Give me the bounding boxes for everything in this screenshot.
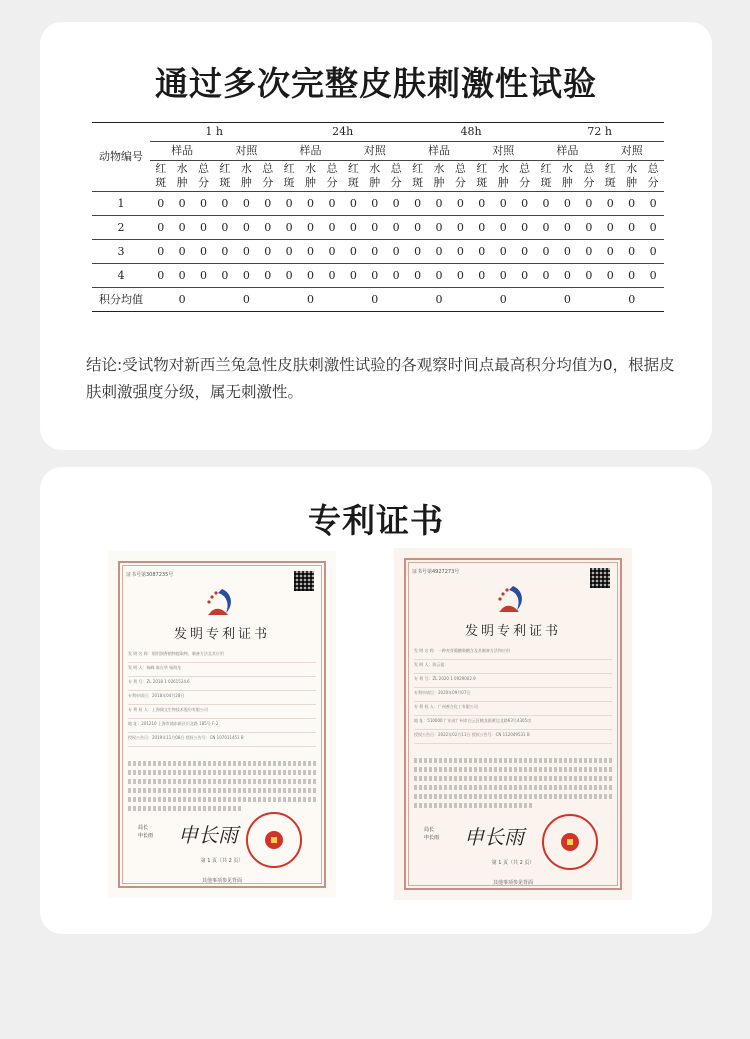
- score-cell: 0: [300, 192, 321, 216]
- sub-header: [493, 161, 514, 192]
- score-cell: 0: [321, 216, 342, 240]
- skin-irritation-card: [40, 22, 712, 450]
- score-cell: 0: [642, 192, 664, 216]
- sub-header-char: 水: [369, 162, 381, 175]
- sub-header-char: 总: [326, 162, 338, 175]
- average-value: 0: [278, 288, 342, 312]
- score-cell: 0: [364, 240, 385, 264]
- sub-header-char: 总: [390, 162, 402, 175]
- sub-header: [428, 161, 449, 192]
- score-cell: 0: [236, 264, 257, 288]
- score-cell: 0: [278, 264, 299, 288]
- certificate-body-text: [414, 758, 612, 812]
- sub-header-char: 总: [454, 162, 466, 175]
- sub-header-char: 分: [198, 176, 210, 189]
- score-cell: 0: [514, 264, 535, 288]
- score-cell: 0: [385, 192, 406, 216]
- score-cell: 0: [257, 264, 278, 288]
- sub-header-char: 肿: [561, 176, 573, 189]
- score-cell: 0: [278, 240, 299, 264]
- score-cell: 0: [171, 216, 192, 240]
- score-cell: 0: [321, 192, 342, 216]
- group-header: 样品: [535, 142, 599, 161]
- patent-certificate-1[interactable]: [108, 551, 336, 898]
- sub-header: [171, 161, 192, 192]
- score-cell: 0: [300, 216, 321, 240]
- score-cell: 0: [557, 264, 578, 288]
- score-cell: 0: [578, 192, 599, 216]
- skin-test-title: 通过多次完整皮肤刺激性试验: [155, 64, 597, 103]
- signer-name: 申长雨: [138, 833, 154, 839]
- score-cell: 0: [385, 216, 406, 240]
- score-cell: 0: [493, 264, 514, 288]
- certificate-field: 专 利 权 人：上海阁文生物技术股份有限公司: [128, 707, 316, 719]
- sub-header-char: 红: [283, 162, 295, 175]
- certificate-number: 证书号第3087235号: [126, 572, 174, 578]
- score-cell: 0: [450, 264, 471, 288]
- signer-title: 局长: [424, 827, 435, 833]
- certificate-gallery: [40, 551, 712, 911]
- certificate-field: 专利申请日：2020年09月07日: [414, 690, 612, 702]
- signer-title: 局长: [138, 825, 149, 831]
- score-cell: 0: [321, 240, 342, 264]
- score-cell: 0: [214, 240, 235, 264]
- group-header: 对照: [600, 142, 664, 161]
- score-cell: 0: [471, 240, 492, 264]
- sub-header-char: 分: [519, 176, 531, 189]
- signer-label: [138, 824, 153, 840]
- table-row: [92, 264, 664, 288]
- score-cell: 0: [407, 192, 428, 216]
- sub-header-char: 斑: [476, 176, 488, 189]
- certificate-field: 地 址：201210 上海市浦东新区川北路 185号 F-2: [128, 721, 316, 733]
- score-cell: 0: [171, 264, 192, 288]
- score-cell: 0: [321, 264, 342, 288]
- score-cell: 0: [236, 216, 257, 240]
- certificate-field: 发 明 名 称：烟用润香植物提取物、制备方法及其应用: [128, 651, 316, 663]
- score-cell: 0: [257, 192, 278, 216]
- score-cell: 0: [621, 240, 642, 264]
- score-cell: 0: [642, 216, 664, 240]
- sub-header-char: 肿: [433, 176, 445, 189]
- sub-header-char: 红: [540, 162, 552, 175]
- score-cell: 0: [343, 240, 364, 264]
- group-header: 对照: [214, 142, 278, 161]
- average-value: 0: [214, 288, 278, 312]
- sub-header-char: 总: [519, 162, 531, 175]
- sub-header: [278, 161, 299, 192]
- certificate-field: 专 利 权 人：广州善合化工有限公司: [414, 704, 612, 716]
- sub-header-char: 斑: [283, 176, 295, 189]
- score-cell: 0: [471, 264, 492, 288]
- sub-header: [535, 161, 556, 192]
- score-cell: 0: [535, 240, 556, 264]
- sub-header-char: 水: [240, 162, 252, 175]
- certificate-heading: 发明专利证书: [464, 624, 561, 639]
- group-header: 样品: [407, 142, 471, 161]
- page-number: 第 1 页（共 2 页）: [200, 858, 244, 864]
- score-cell: 0: [343, 216, 364, 240]
- sub-header-char: 肿: [176, 176, 188, 189]
- animal-id: 1: [92, 192, 150, 216]
- row-header-label: 动物编号: [92, 123, 150, 192]
- score-cell: 0: [428, 240, 449, 264]
- sub-header: [300, 161, 321, 192]
- patent-office-logo-icon: [204, 587, 240, 619]
- score-cell: 0: [493, 240, 514, 264]
- sub-header: [364, 161, 385, 192]
- sub-header-char: 斑: [412, 176, 424, 189]
- score-cell: 0: [471, 216, 492, 240]
- sub-header-char: 红: [476, 162, 488, 175]
- animal-id: 2: [92, 216, 150, 240]
- score-cell: 0: [557, 216, 578, 240]
- sub-header-char: 水: [305, 162, 317, 175]
- score-cell: 0: [600, 264, 621, 288]
- sub-header-char: 分: [390, 176, 402, 189]
- sub-header: [214, 161, 235, 192]
- average-label: 积分均值: [92, 288, 150, 312]
- score-cell: 0: [578, 264, 599, 288]
- sub-header-char: 肿: [626, 176, 638, 189]
- average-value: 0: [471, 288, 535, 312]
- score-cell: 0: [193, 216, 214, 240]
- sub-header-char: 总: [198, 162, 210, 175]
- score-cell: 0: [514, 240, 535, 264]
- average-value: 0: [535, 288, 599, 312]
- time-header: 24h: [278, 123, 406, 142]
- score-cell: 0: [493, 216, 514, 240]
- sub-header-char: 总: [647, 162, 659, 175]
- score-cell: 0: [514, 216, 535, 240]
- sub-header: [385, 161, 406, 192]
- sub-header: [257, 161, 278, 192]
- score-cell: 0: [278, 192, 299, 216]
- score-cell: 0: [300, 264, 321, 288]
- sub-header-char: 肿: [369, 176, 381, 189]
- animal-id: 3: [92, 240, 150, 264]
- patent-certificate-2[interactable]: [394, 548, 632, 900]
- sub-header: [642, 161, 664, 192]
- score-cell: 0: [450, 216, 471, 240]
- group-header: 对照: [343, 142, 407, 161]
- sub-header-char: 水: [433, 162, 445, 175]
- score-cell: 0: [171, 240, 192, 264]
- score-cell: 0: [214, 192, 235, 216]
- patent-office-logo-icon: [495, 584, 531, 616]
- sub-header-char: 肿: [305, 176, 317, 189]
- qr-code-icon: [590, 568, 610, 588]
- score-cell: 0: [535, 264, 556, 288]
- sub-header-char: 斑: [540, 176, 552, 189]
- certificate-fields: [414, 648, 612, 746]
- score-cell: 0: [407, 216, 428, 240]
- sub-header: [321, 161, 342, 192]
- score-cell: 0: [343, 264, 364, 288]
- score-cell: 0: [535, 192, 556, 216]
- sub-header: [557, 161, 578, 192]
- score-cell: 0: [600, 192, 621, 216]
- sub-header-char: 水: [176, 162, 188, 175]
- score-cell: 0: [600, 240, 621, 264]
- score-cell: 0: [407, 264, 428, 288]
- sub-header: [407, 161, 428, 192]
- sub-header-char: 分: [647, 176, 659, 189]
- average-value: 0: [600, 288, 664, 312]
- sub-header-char: 肿: [240, 176, 252, 189]
- score-cell: 0: [278, 216, 299, 240]
- certificate-body-text: [128, 761, 316, 815]
- group-header: 样品: [278, 142, 342, 161]
- sub-header: [471, 161, 492, 192]
- time-header: 72 h: [535, 123, 664, 142]
- score-cell: 0: [150, 264, 171, 288]
- patent-title: 专利证书: [308, 501, 444, 540]
- table-row: [92, 192, 664, 216]
- page-number: 第 1 页（共 2 页）: [491, 860, 535, 866]
- sub-header: [193, 161, 214, 192]
- score-cell: 0: [493, 192, 514, 216]
- sub-header-char: 水: [626, 162, 638, 175]
- qr-code-icon: [294, 571, 314, 591]
- score-cell: 0: [364, 216, 385, 240]
- score-cell: 0: [450, 192, 471, 216]
- score-cell: 0: [343, 192, 364, 216]
- score-cell: 0: [257, 240, 278, 264]
- score-cell: 0: [621, 192, 642, 216]
- signature-image: 申长雨: [464, 825, 524, 849]
- score-cell: 0: [621, 264, 642, 288]
- score-cell: 0: [450, 240, 471, 264]
- certificate-field: 发 明 名 称：一种麦芽葡糖聚糖含及其制备方法和应用: [414, 648, 612, 660]
- time-header: 48h: [407, 123, 535, 142]
- group-header: 对照: [471, 142, 535, 161]
- sub-header-char: 斑: [219, 176, 231, 189]
- sub-header: [343, 161, 364, 192]
- certificate-field: 专 利 号：ZL 2020 1 0929002.9: [414, 676, 612, 688]
- score-cell: 0: [236, 192, 257, 216]
- sub-header: [621, 161, 642, 192]
- score-cell: 0: [578, 240, 599, 264]
- score-cell: 0: [364, 264, 385, 288]
- certificate-fields: [128, 651, 316, 749]
- score-cell: 0: [407, 240, 428, 264]
- average-value: 0: [150, 288, 214, 312]
- score-cell: 0: [171, 192, 192, 216]
- score-cell: 0: [535, 216, 556, 240]
- score-cell: 0: [193, 264, 214, 288]
- score-cell: 0: [150, 192, 171, 216]
- sub-header-char: 红: [347, 162, 359, 175]
- score-cell: 0: [257, 216, 278, 240]
- animal-id: 4: [92, 264, 150, 288]
- score-cell: 0: [385, 264, 406, 288]
- score-cell: 0: [471, 192, 492, 216]
- patent-card: [40, 467, 712, 934]
- conclusion-text: 结论:受试物对新西兰兔急性皮肤刺激性试验的各观察时间点最高积分均值为0，根据皮肤刺激强度分级，属无刺激性。: [86, 356, 675, 401]
- score-cell: 0: [150, 216, 171, 240]
- certificate-field: 地 址：510000 广东省广州市白云区鹤龙街黄边北路63号4305房: [414, 718, 612, 730]
- signature-image: 申长雨: [178, 823, 238, 847]
- sub-header: [514, 161, 535, 192]
- table-row: [92, 240, 664, 264]
- certificate-field: 授权公告日：2019年11月08日 授权公告号：CN 107011451 B: [128, 735, 316, 747]
- certificate-field: 专 利 号：ZL 2018 1 0261524.6: [128, 679, 316, 691]
- score-cell: 0: [428, 264, 449, 288]
- signer-label: [424, 826, 439, 842]
- certificate-footer: 其他事项参见背面: [201, 878, 242, 884]
- certificate-heading: 发明专利证书: [173, 627, 270, 642]
- table-row: [92, 216, 664, 240]
- score-cell: 0: [236, 240, 257, 264]
- sub-header-char: 红: [412, 162, 424, 175]
- score-cell: 0: [193, 192, 214, 216]
- score-cell: 0: [150, 240, 171, 264]
- average-row: [92, 288, 664, 312]
- score-cell: 0: [214, 216, 235, 240]
- sub-header: [600, 161, 621, 192]
- score-cell: 0: [428, 216, 449, 240]
- sub-header: [236, 161, 257, 192]
- sub-header-char: 分: [454, 176, 466, 189]
- score-cell: 0: [300, 240, 321, 264]
- sub-header-char: 水: [561, 162, 573, 175]
- sub-header-char: 总: [583, 162, 595, 175]
- score-cell: 0: [364, 192, 385, 216]
- score-cell: 0: [642, 240, 664, 264]
- score-cell: 0: [514, 192, 535, 216]
- signer-name: 申长雨: [424, 835, 440, 841]
- average-value: 0: [407, 288, 471, 312]
- irritation-table: [92, 122, 664, 312]
- sub-header-char: 水: [497, 162, 509, 175]
- score-cell: 0: [385, 240, 406, 264]
- certificate-field: 发 明 人：杨峰 陈自华 杨海龙: [128, 665, 316, 677]
- sub-header-char: 斑: [604, 176, 616, 189]
- sub-header-char: 分: [583, 176, 595, 189]
- sub-header-char: 肿: [497, 176, 509, 189]
- average-value: 0: [343, 288, 407, 312]
- sub-header-char: 红: [155, 162, 167, 175]
- sub-header-char: 分: [326, 176, 338, 189]
- score-cell: 0: [557, 192, 578, 216]
- sub-header-char: 总: [262, 162, 274, 175]
- score-cell: 0: [214, 264, 235, 288]
- certificate-number: 证书号第4927273号: [412, 569, 460, 575]
- certificate-field: 发 明 人：陈云祖: [414, 662, 612, 674]
- score-cell: 0: [428, 192, 449, 216]
- sub-header-char: 分: [262, 176, 274, 189]
- score-cell: 0: [621, 216, 642, 240]
- score-cell: 0: [578, 216, 599, 240]
- group-header: 样品: [150, 142, 214, 161]
- certificate-footer: 其他事项参见背面: [492, 880, 533, 886]
- score-cell: 0: [557, 240, 578, 264]
- sub-header-char: 红: [604, 162, 616, 175]
- score-cell: 0: [193, 240, 214, 264]
- sub-header-char: 斑: [347, 176, 359, 189]
- certificate-field: 授权公告日：2022年02月11日 授权公告号：CN 112049531 B: [414, 732, 612, 744]
- sub-header-char: 红: [219, 162, 231, 175]
- sub-header: [150, 161, 171, 192]
- sub-header: [450, 161, 471, 192]
- certificate-field: 专利申请日：2018年04月28日: [128, 693, 316, 705]
- score-cell: 0: [642, 264, 664, 288]
- sub-header: [578, 161, 599, 192]
- score-cell: 0: [600, 216, 621, 240]
- time-header: 1 h: [150, 123, 278, 142]
- sub-header-char: 斑: [155, 176, 167, 189]
